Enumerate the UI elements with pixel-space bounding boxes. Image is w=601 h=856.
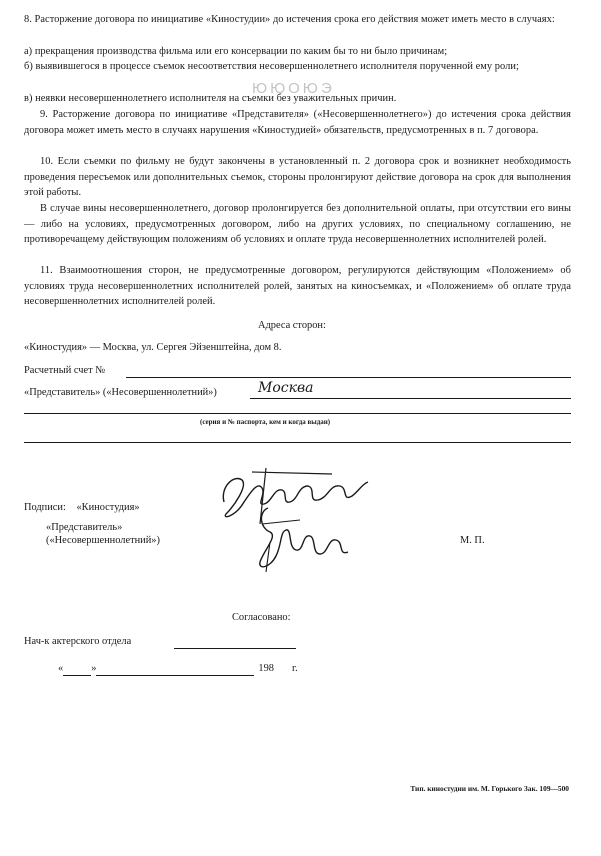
clause-8a: а) прекращения производства фильма или его консервации по каким бы то ни было причинам; <box>24 46 448 57</box>
clause-10: 10. Если съемки по фильму не будут закончены в установленный п. 2 договора срок и возникнет необходимость проведения пересъемок или дополнительных съемок, стороны пролонгируют действие договора на срок для выполнения этой работы. <box>24 156 571 199</box>
representative-label: «Представитель» («Несовершеннолетний») <box>24 387 217 398</box>
clause-10-continued: В случае вины несовершеннолетнего, договор пролонгируется без дополнительной оплаты, при отсутствии его вины — либо на условиях, предусмотренных договором, либо на других условиях, по специальному соглашению, не противоречащему действующим положениям об условиях и оплате труда несовершеннолетних исполнителей ролей. <box>24 203 571 246</box>
date-line <box>58 662 298 676</box>
seal-placeholder: М. П. <box>460 535 485 546</box>
account-label: Расчетный счет № <box>24 365 106 376</box>
month-field <box>96 665 254 676</box>
year-suffix: г. <box>292 663 298 674</box>
signatures-label-text: Подписи: <box>24 502 66 513</box>
studio-address: «Киностудия» — Москва, ул. Сергея Эйзенштейна, дом 8. <box>24 342 282 353</box>
approval-heading: Согласовано: <box>232 612 291 623</box>
passport-field-line <box>24 413 571 414</box>
acting-department-signature-line <box>174 648 296 649</box>
acting-department-label: Нач-к актерского отдела <box>24 636 132 647</box>
addresses-heading: Адреса сторон: <box>258 320 326 331</box>
clause-9: 9. Расторжение договора по инициативе «Представителя» («Несовершеннолетнего») до истечения срока действия договора может иметь место в случаях нарушения «Киностудией» обязательств, предусмотренных в п. 7 договора. <box>24 109 571 136</box>
account-field-line <box>126 377 571 378</box>
date-close-quote: » <box>91 663 97 674</box>
representative-field-line <box>250 398 571 399</box>
year-prefix: 198 <box>258 663 274 674</box>
clause-8c: в) неявки несовершеннолетнего исполнителя на съемки без уважительных причин. <box>24 93 397 104</box>
date-open-quote: « <box>58 663 64 674</box>
clause-8b: б) выявившегося в процессе съемок несоответствия несовершеннолетнего исполнителя порученной ему роли; <box>24 61 519 72</box>
minor-signatory-label: («Несовершеннолетний») <box>46 535 160 546</box>
representative-signatory-label: «Представитель» <box>46 522 123 533</box>
faint-stamp: ЮЮОЮЭ <box>252 80 335 97</box>
representative-handwritten-city: Москва <box>258 380 314 396</box>
signatures-label <box>24 501 140 515</box>
studio-signatory-label: «Киностудия» <box>76 502 140 513</box>
printer-imprint: Тип. киностудии им. М. Горького Зак. 109—500 <box>410 784 569 793</box>
day-field <box>63 665 91 676</box>
clause-8: 8. Расторжение договора по инициативе «Киностудии» до истечения срока его действия может иметь место в случаях: <box>24 14 555 25</box>
clause-11: 11. Взаимоотношения сторон, не предусмотренные договором, регулируются действующим «Положением» об условиях труда несовершеннолетних исполнителей ролей, занятых на киносъемках, и «Положением» об оплате труда несовершеннолетних исполнителей ролей. <box>24 265 571 308</box>
extra-field-line <box>24 442 571 443</box>
representative-signature-icon <box>240 502 360 574</box>
passport-caption: (серия и № паспорта, кем и когда выдан) <box>200 418 331 426</box>
